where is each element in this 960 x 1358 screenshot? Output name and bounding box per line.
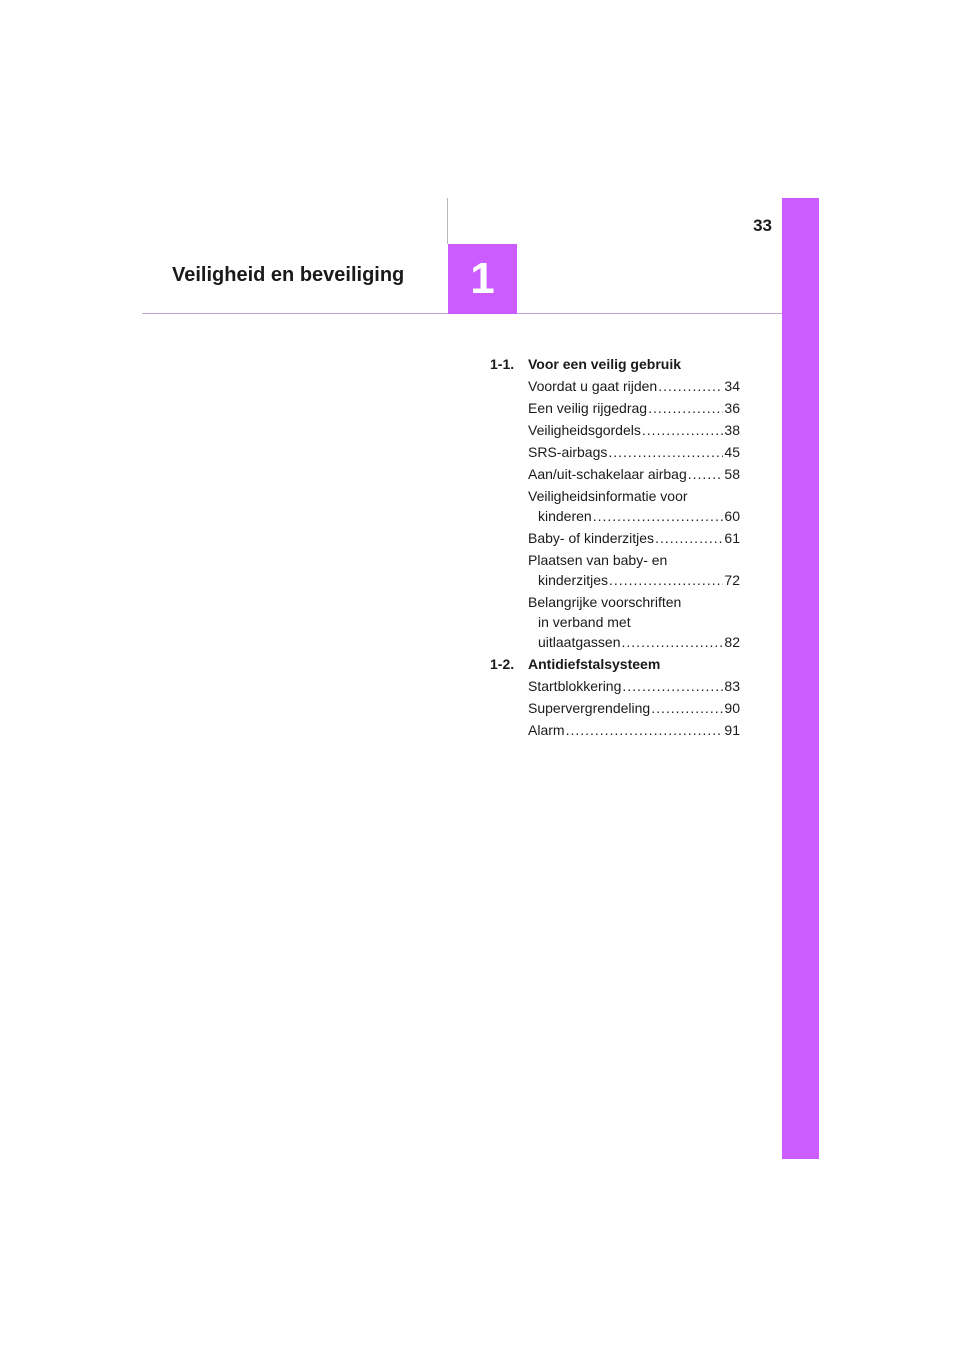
toc-entry-title: uitlaatgassen [538, 634, 621, 650]
toc-entry-page: 72 [724, 572, 740, 588]
toc-entry[interactable] [528, 592, 740, 652]
toc-entry-title: kinderen [538, 508, 592, 524]
toc-entry-page: 82 [724, 634, 740, 650]
toc-entry-page: 61 [724, 530, 740, 546]
toc-section-title: Voor een veilig gebruik [528, 356, 682, 372]
toc-entry-title: Supervergrendeling [528, 700, 651, 716]
toc-entry[interactable] [528, 676, 740, 696]
toc-entry[interactable] [528, 442, 740, 462]
chapter-number-box [448, 244, 517, 314]
toc-section-title: Antidiefstalsysteem [528, 656, 661, 672]
toc-entry-line: Belangrijke voorschriften [528, 594, 682, 610]
toc-entry-page: 60 [724, 508, 740, 524]
toc-leader-dots [655, 528, 723, 548]
toc-entry-page: 90 [724, 700, 740, 716]
toc-entry-title: Een veilig rijgedrag [528, 400, 648, 416]
toc-leader-dots [608, 442, 723, 462]
toc-entry[interactable] [528, 376, 740, 396]
toc-entry[interactable] [528, 464, 740, 484]
chapter-side-tab [782, 198, 819, 1159]
toc-entry-title: kinderzitjes [538, 572, 609, 588]
toc-entry-title: Voordat u gaat rijden [528, 378, 658, 394]
toc-section-heading[interactable] [490, 354, 740, 374]
toc-section-number: 1-1. [490, 356, 515, 372]
toc-entry-title: Baby- of kinderzitjes [528, 530, 655, 546]
toc-entry-page: 38 [724, 422, 740, 438]
toc-entry-page: 36 [724, 400, 740, 416]
toc-entry-title: Aan/uit-schakelaar airbag [528, 466, 687, 482]
toc-entry-line: in verband met [538, 614, 631, 630]
toc-section [490, 354, 740, 652]
toc-entry[interactable] [528, 550, 740, 590]
chapter-title: Veiligheid en beveiliging [172, 264, 405, 286]
table-of-contents [490, 354, 740, 742]
toc-leader-dots [642, 420, 724, 440]
toc-leader-dots [622, 632, 724, 652]
toc-entry-line: Veiligheidsinformatie voor [528, 488, 688, 504]
chapter-number: 1 [470, 254, 495, 303]
toc-leader-dots [566, 720, 724, 740]
toc-entry-page: 58 [724, 466, 740, 482]
toc-leader-dots [609, 570, 723, 590]
toc-entry[interactable] [528, 398, 740, 418]
toc-leader-dots [688, 464, 724, 484]
toc-section-heading[interactable] [490, 654, 740, 674]
page-number: 33 [753, 216, 772, 235]
toc-entry[interactable] [528, 486, 740, 526]
toc-leader-dots [651, 698, 723, 718]
toc-entry[interactable] [528, 698, 740, 718]
toc-entry[interactable] [528, 528, 740, 548]
header-divider-vertical [447, 198, 448, 244]
toc-entry[interactable] [528, 720, 740, 740]
toc-entry-page: 91 [724, 722, 740, 738]
toc-entry-title: Veiligheidsgordels [528, 422, 641, 438]
toc-leader-dots [658, 376, 723, 396]
toc-entry-title: Alarm [528, 722, 565, 738]
toc-entry-title: Startblokkering [528, 678, 622, 694]
toc-entry-page: 45 [724, 444, 740, 460]
toc-section-number: 1-2. [490, 656, 515, 672]
toc-entry-page: 83 [724, 678, 740, 694]
toc-section [490, 654, 740, 740]
toc-leader-dots [622, 676, 723, 696]
toc-leader-dots [593, 506, 724, 526]
toc-entry-page: 34 [724, 378, 740, 394]
toc-leader-dots [648, 398, 723, 418]
toc-entry[interactable] [528, 420, 740, 440]
toc-entry-line: Plaatsen van baby- en [528, 552, 668, 568]
toc-entry-title: SRS-airbags [528, 444, 608, 460]
